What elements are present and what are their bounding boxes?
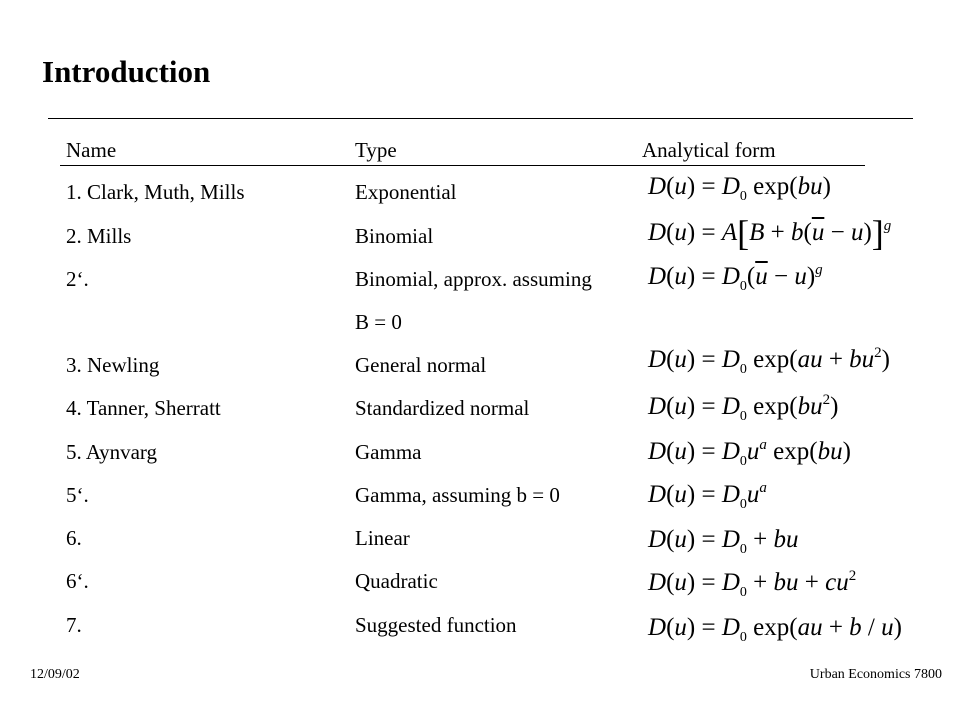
slide-title: Introduction	[42, 54, 211, 89]
footer-course: Urban Economics 7800	[809, 667, 942, 682]
row-type: Exponential	[355, 180, 457, 204]
formula-standardized-normal: $D(u) = D_0$ $\exp(bu^2)$	[648, 392, 839, 424]
header-divider	[60, 165, 865, 166]
row-type: Binomial, approx. assuming	[355, 267, 592, 291]
formula-binomial: $D(u) = A[B + b(\overline{u} - u)]^g$	[648, 213, 892, 253]
formula-quadratic: $D(u) = D_0$ + bu + $cu^2$	[648, 568, 857, 600]
header-analytical-form: Analytical form	[642, 138, 776, 162]
row-type: Linear	[355, 526, 410, 550]
formula-gamma-b0: $D(u) = D_0u^a$	[648, 480, 767, 512]
row-name: 6‘.	[66, 569, 89, 593]
row-name: 6.	[66, 526, 82, 550]
formula-general-normal: $D(u) = D_0$ $\exp(au + bu^2)$	[648, 345, 890, 377]
row-type: B = 0	[355, 310, 402, 334]
row-name: 2‘.	[66, 267, 89, 291]
header-type: Type	[355, 138, 397, 162]
footer-date: 12/09/02	[30, 667, 80, 682]
row-name: 5‘.	[66, 483, 89, 507]
row-type: Gamma	[355, 440, 422, 464]
row-name: 1. Clark, Muth, Mills	[66, 180, 245, 204]
row-name: 3. Newling	[66, 353, 160, 377]
formula-exponential: $D(u) = D_0$ exp(bu)	[648, 173, 831, 204]
row-type: Standardized normal	[355, 396, 530, 420]
row-type: Quadratic	[355, 569, 438, 593]
row-name: 7.	[66, 613, 82, 637]
row-type: General normal	[355, 353, 487, 377]
row-name: 4. Tanner, Sherratt	[66, 396, 221, 420]
header-name: Name	[66, 138, 117, 162]
formula-suggested: $D(u) = D_0$ exp(au + b / u)	[648, 614, 902, 645]
title-divider	[48, 118, 913, 119]
formula-binomial-approx: $D(u) = D_0(\overline{u} - u)^g$	[648, 262, 823, 294]
formula-linear: $D(u) = D_0$ + bu	[648, 526, 799, 557]
row-name: 2. Mills	[66, 224, 132, 248]
row-type: Binomial	[355, 224, 434, 248]
row-type: Gamma, assuming b = 0	[355, 483, 560, 507]
formula-gamma: $D(u) = D_0u^a$ exp(bu)	[648, 437, 851, 469]
row-name: 5. Aynvarg	[66, 440, 158, 464]
row-type: Suggested function	[355, 613, 517, 637]
